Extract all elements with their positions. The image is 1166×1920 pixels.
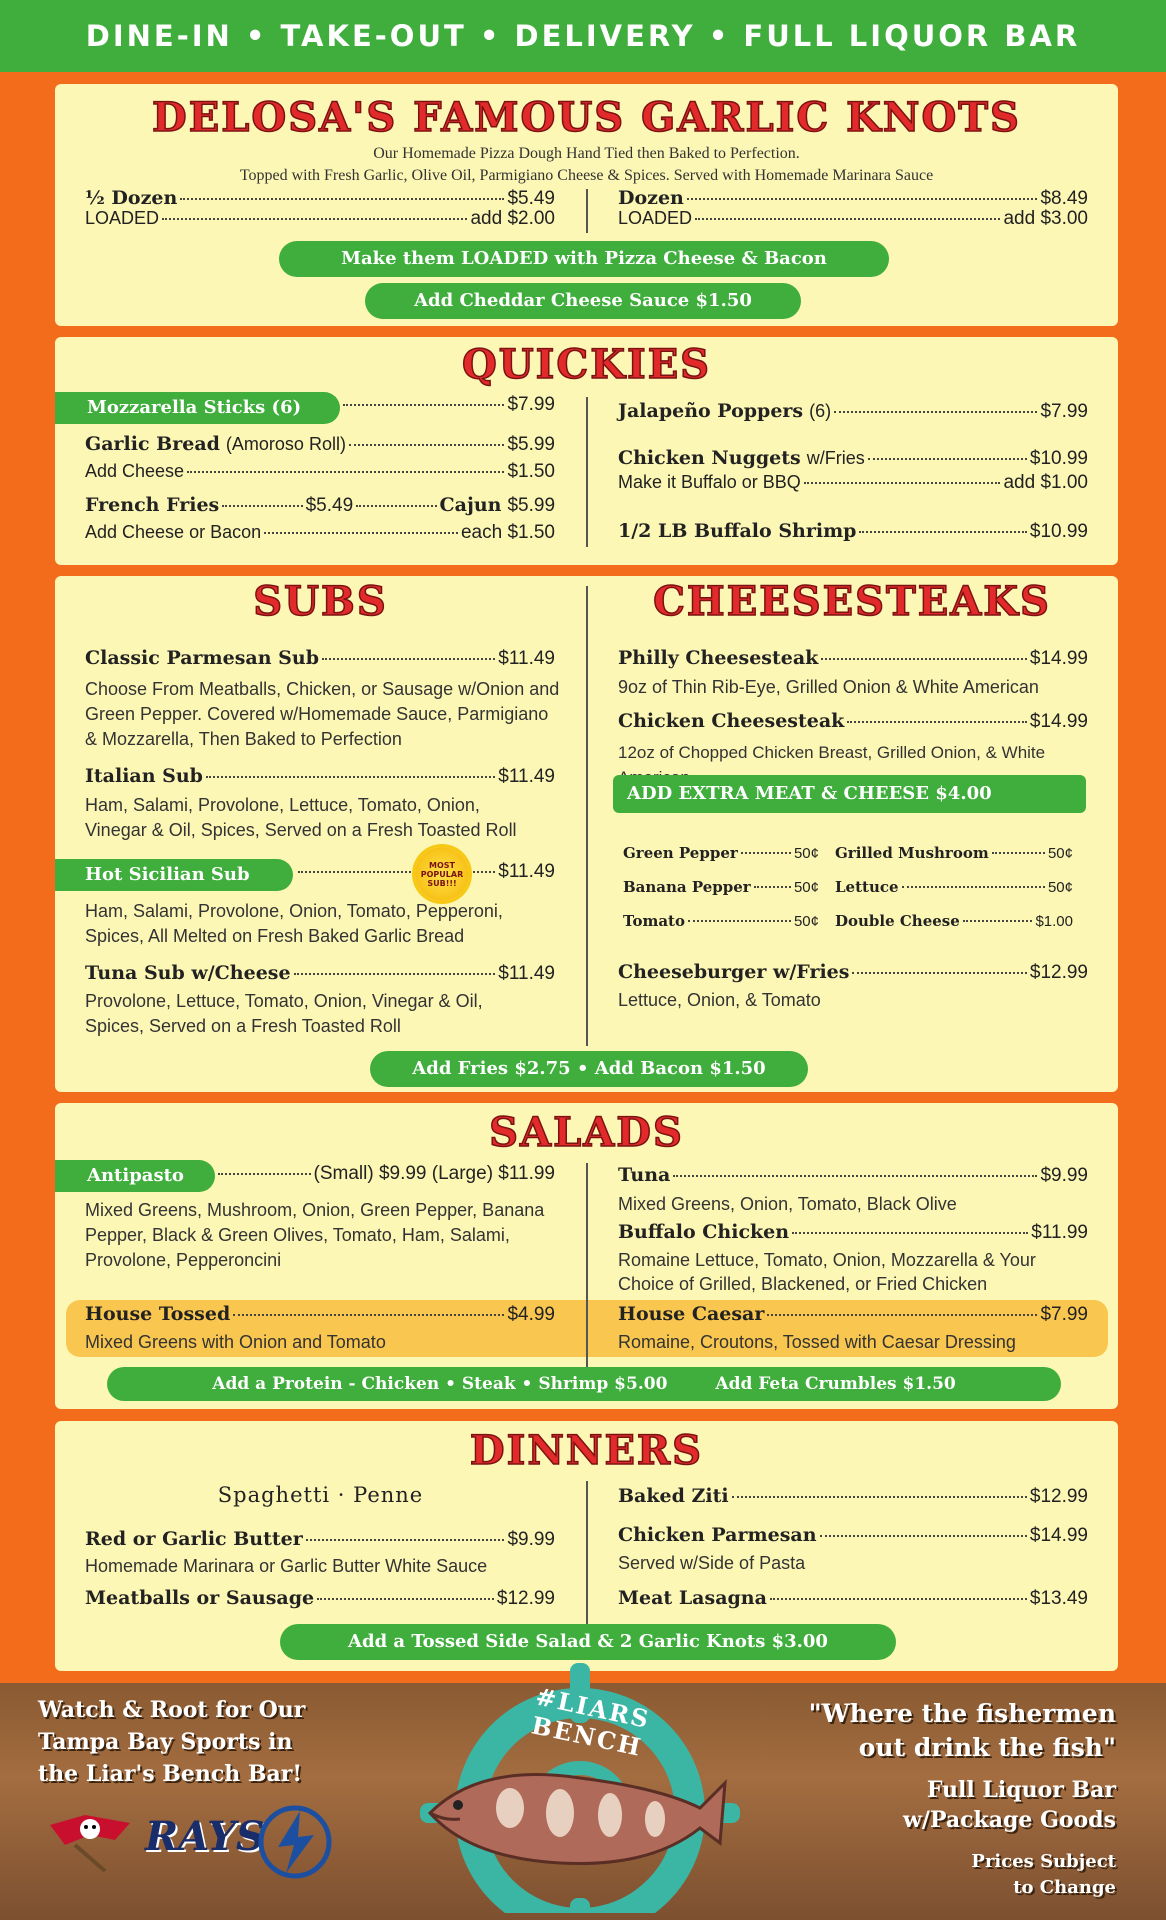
lightning-logo-icon <box>256 1803 334 1881</box>
quote-line-2: out drink the fish" <box>858 1733 1116 1762</box>
garlic-knots-panel <box>55 84 1118 326</box>
cheeseburger-desc: Lettuce, Onion, & Tomato <box>618 990 821 1010</box>
feta-addon: Add Feta Crumbles $1.50 <box>715 1374 956 1394</box>
dozen-row <box>618 187 1088 210</box>
item-price: $4.99 <box>507 1304 555 1325</box>
topping-row <box>835 878 1073 896</box>
item-name: LOADED <box>618 208 693 228</box>
topping-name: Grilled Mushroom <box>835 844 989 862</box>
buccaneers-logo-icon <box>45 1805 135 1875</box>
topping-price: 50¢ <box>1047 879 1073 896</box>
topping-name: Lettuce <box>835 878 899 896</box>
item-price-2: $5.99 <box>507 495 556 516</box>
item-note: w/Fries <box>806 448 865 468</box>
grouper-fish-icon <box>420 1753 730 1883</box>
shrimp-row <box>618 520 1088 543</box>
mozzarella-tab: Mozzarella Sticks (6) <box>55 392 340 424</box>
half-loaded-row <box>85 208 555 230</box>
prices-line-1: Prices Subject <box>971 1851 1116 1872</box>
salad-addons-pill <box>107 1367 1061 1401</box>
topping-row <box>623 844 819 862</box>
item-price: $7.99 <box>507 394 555 415</box>
item-price: $11.99 <box>1031 1222 1088 1243</box>
most-popular-badge <box>415 847 469 901</box>
subs-title: SUBS <box>253 578 388 625</box>
item-name: Meatballs or Sausage <box>85 1587 315 1609</box>
item-name: Red or Garlic Butter <box>85 1528 303 1550</box>
quickies-panel <box>55 337 1118 565</box>
red-garlic-desc: Homemade Marinara or Garlic Butter White Sauce <box>85 1556 488 1576</box>
item-price: (Small) $9.99 (Large) $11.99 <box>313 1163 555 1184</box>
cheddar-pill: Add Cheddar Cheese Sauce $1.50 <box>365 283 801 319</box>
item-price: each $1.50 <box>460 522 555 543</box>
house-caesar-row <box>618 1303 1088 1326</box>
lasagna-row <box>618 1587 1088 1610</box>
fries-bacon-pill: Add Fries $2.75 • Add Bacon $1.50 <box>370 1051 808 1087</box>
italian-sub-row <box>85 765 555 788</box>
item-price: $1.50 <box>507 461 555 482</box>
protein-addon: Add a Protein - Chicken • Steak • Shrimp $5.00 <box>212 1374 668 1394</box>
item-price: $14.99 <box>1029 648 1088 669</box>
item-price: $5.49 <box>305 495 354 516</box>
jalapeno-row <box>618 400 1088 423</box>
item-name: Baked Ziti <box>618 1485 729 1507</box>
item-name: LOADED <box>85 208 160 228</box>
item-price: add $2.00 <box>470 208 555 229</box>
item-name: Chicken Nuggets <box>618 447 801 469</box>
item-name: Meat Lasagna <box>618 1587 767 1609</box>
house-caesar-desc: Romaine, Croutons, Tossed with Caesar Dressing <box>618 1332 1016 1352</box>
tuna-sub-row <box>85 962 555 985</box>
dinners-title: DINNERS <box>469 1427 704 1474</box>
add-cheese-row <box>85 461 555 483</box>
item-name: House Caesar <box>618 1303 765 1325</box>
salads-title: SALADS <box>489 1109 684 1156</box>
chicken-parm-desc: Served w/Side of Pasta <box>618 1553 806 1573</box>
wheel-text: #LIARS BENCH <box>529 1681 653 1763</box>
fries-add-row <box>85 522 555 544</box>
antipasto-desc: Mixed Greens, Mushroom, Onion, Green Pepper, Banana Pepper, Black & Green Olives, Tomato, Ham, Salami, Provolone, Pepperoncini <box>85 1200 545 1270</box>
item-price: $10.99 <box>1029 448 1088 469</box>
knots-desc-1: Our Homemade Pizza Dough Hand Tied then Baked to Perfection. <box>373 145 800 162</box>
divider <box>586 586 588 1046</box>
topping-row <box>835 844 1073 862</box>
topping-price: 50¢ <box>793 845 819 862</box>
item-name: ½ Dozen <box>85 187 178 209</box>
dozen-loaded-row <box>618 208 1088 230</box>
antipasto-tab: Antipasto <box>55 1160 215 1192</box>
knots-desc-2: Topped with Fresh Garlic, Olive Oil, Parmigiano Cheese & Spices. Served with Homemade Marinara Sauce <box>239 167 934 184</box>
item-name: Jalapeño Poppers <box>618 400 804 422</box>
philly-row <box>618 647 1088 670</box>
subs-cheesesteaks-panel <box>55 576 1118 1092</box>
item-name: Cheeseburger w/Fries <box>618 961 850 983</box>
antipasto-row <box>215 1163 555 1185</box>
tuna-salad-row <box>618 1164 1088 1187</box>
watch-line-1: Watch & Root for Our <box>38 1697 306 1723</box>
pasta-choice: Spaghetti · Penne <box>217 1483 424 1507</box>
hot-sicilian-tab: Hot Sicilian Sub <box>55 859 293 891</box>
fries-row <box>85 494 555 517</box>
hot-sicilian-desc: Ham, Salami, Provolone, Onion, Tomato, Pepperoni, Spices, All Melted on Fresh Baked Garlic Bread <box>85 901 503 946</box>
topping-row <box>623 878 819 896</box>
buffalo-salad-row <box>618 1221 1088 1244</box>
item-name: Chicken Cheesesteak <box>618 710 845 732</box>
item-price: $8.49 <box>1040 188 1088 209</box>
item-price: $11.49 <box>498 861 555 882</box>
nuggets-row <box>618 447 1088 470</box>
item-name: Italian Sub <box>85 765 203 787</box>
item-name: House Tossed <box>85 1303 231 1325</box>
half-dozen-row <box>85 187 555 210</box>
item-price: $9.99 <box>1040 1165 1088 1186</box>
item-price: $12.99 <box>1029 1486 1088 1507</box>
item-name: French Fries <box>85 494 220 516</box>
garlic-bread-row <box>85 433 555 456</box>
bar-line-1: Full Liquor Bar <box>926 1777 1116 1803</box>
item-name: Classic Parmesan Sub <box>85 647 319 669</box>
item-price: $11.49 <box>498 963 555 984</box>
cheeseburger-row <box>618 961 1088 984</box>
top-banner: DINE-IN • TAKE-OUT • DELIVERY • FULL LIQUOR BAR <box>0 0 1166 72</box>
topping-name: Tomato <box>623 912 685 930</box>
item-name: Garlic Bread <box>85 433 220 455</box>
rays-logo: RAYS <box>145 1813 265 1860</box>
badge-text: MOST POPULAR SUB!!! <box>420 860 464 888</box>
item-price: $5.49 <box>507 188 555 209</box>
divider <box>586 1300 588 1357</box>
item-price: $14.99 <box>1029 711 1088 732</box>
item-price: add $1.00 <box>1003 472 1088 493</box>
item-note: (6) <box>809 401 832 421</box>
item-name: Tuna <box>618 1164 671 1186</box>
mozzarella-row <box>340 394 555 416</box>
footer-banner <box>0 1683 1166 1920</box>
topping-name: Banana Pepper <box>623 878 751 896</box>
watch-line-3: the Liar's Bench Bar! <box>38 1761 302 1787</box>
loaded-pill: Make them LOADED with Pizza Cheese & Bacon <box>279 241 889 277</box>
divider <box>586 1481 588 1631</box>
meatballs-row <box>85 1587 555 1610</box>
topping-row <box>623 912 819 930</box>
italian-sub-desc: Ham, Salami, Provolone, Lettuce, Tomato, Onion, Vinegar & Oil, Spices, Served on a Fresh Toasted Roll <box>85 795 517 840</box>
item-name: Add Cheese or Bacon <box>85 522 262 542</box>
item-price: $12.99 <box>496 1588 555 1609</box>
item-name: Buffalo Chicken <box>618 1221 790 1243</box>
red-garlic-row <box>85 1528 555 1551</box>
chicken-cheesesteak-row <box>618 710 1088 733</box>
divider <box>586 189 588 233</box>
philly-desc: 9oz of Thin Rib-Eye, Grilled Onion & White American <box>618 677 1039 697</box>
classic-sub-desc: Choose From Meatballs, Chicken, or Sausage w/Onion and Green Pepper. Covered w/Homemade Sauce, Parmigiano & Mozzarella, Then Baked to Perfection <box>85 679 560 749</box>
knots-title: DELOSA'S FAMOUS GARLIC KNOTS <box>152 94 1021 141</box>
house-tossed-desc: Mixed Greens with Onion and Tomato <box>85 1332 386 1352</box>
quickies-title: QUICKIES <box>461 341 712 388</box>
item-name-2: Cajun <box>439 494 502 516</box>
item-name: Make it Buffalo or BBQ <box>618 472 801 492</box>
item-price: $7.99 <box>1040 1304 1088 1325</box>
house-tossed-row <box>85 1303 555 1326</box>
buffalo-salad-desc: Romaine Lettuce, Tomato, Onion, Mozzarella & Your Choice of Grilled, Blackened, or Fried Chicken <box>618 1250 1036 1294</box>
item-price: $7.99 <box>1040 401 1088 422</box>
buffalo-option-row <box>618 472 1088 494</box>
prices-line-2: to Change <box>1013 1877 1116 1898</box>
item-name: Dozen <box>618 187 684 209</box>
topping-price: 50¢ <box>1047 845 1073 862</box>
item-price: $11.49 <box>498 766 555 787</box>
item-note: (Amoroso Roll) <box>225 434 346 454</box>
item-name: Add Cheese <box>85 461 185 481</box>
item-price: $12.99 <box>1029 962 1088 983</box>
item-name: 1/2 LB Buffalo Shrimp <box>618 520 857 542</box>
salads-panel <box>55 1103 1118 1409</box>
tuna-salad-desc: Mixed Greens, Onion, Tomato, Black Olive <box>618 1194 957 1214</box>
item-name: Philly Cheesesteak <box>618 647 819 669</box>
item-price: $9.99 <box>507 1529 555 1550</box>
item-price: $13.49 <box>1029 1588 1088 1609</box>
divider <box>586 397 588 547</box>
item-price: $11.49 <box>498 648 555 669</box>
watch-line-2: Tampa Bay Sports in <box>38 1729 293 1755</box>
topping-price: $1.00 <box>1035 913 1073 930</box>
topping-name: Double Cheese <box>835 912 960 930</box>
side-salad-pill: Add a Tossed Side Salad & 2 Garlic Knots $3.00 <box>280 1624 896 1660</box>
topping-name: Green Pepper <box>623 844 738 862</box>
item-name: Chicken Parmesan <box>618 1524 817 1546</box>
topping-price: 50¢ <box>793 913 819 930</box>
topping-row <box>835 912 1073 930</box>
topping-price: 50¢ <box>793 879 819 896</box>
item-name: Tuna Sub w/Cheese <box>85 962 291 984</box>
bar-line-2: w/Package Goods <box>902 1807 1116 1833</box>
ziti-row <box>618 1485 1088 1508</box>
quote-line-1: "Where the fishermen <box>808 1699 1116 1728</box>
classic-sub-row <box>85 647 555 670</box>
chicken-parm-row <box>618 1524 1088 1547</box>
extra-meat-tab: ADD EXTRA MEAT & CHEESE $4.00 <box>613 775 1086 813</box>
item-price: add $3.00 <box>1003 208 1088 229</box>
cheesesteaks-title: CHEESESTEAKS <box>653 578 1051 625</box>
item-price: $14.99 <box>1029 1525 1088 1546</box>
tuna-sub-desc: Provolone, Lettuce, Tomato, Onion, Vinegar & Oil, Spices, Served on a Fresh Toasted Roll <box>85 991 483 1036</box>
item-price: $10.99 <box>1029 521 1088 542</box>
chicken-cheesesteak-desc: 12oz of Chopped Chicken Breast, Grilled Onion, & White <box>618 743 1046 762</box>
item-price: $5.99 <box>507 434 555 455</box>
dinners-panel <box>55 1421 1118 1671</box>
